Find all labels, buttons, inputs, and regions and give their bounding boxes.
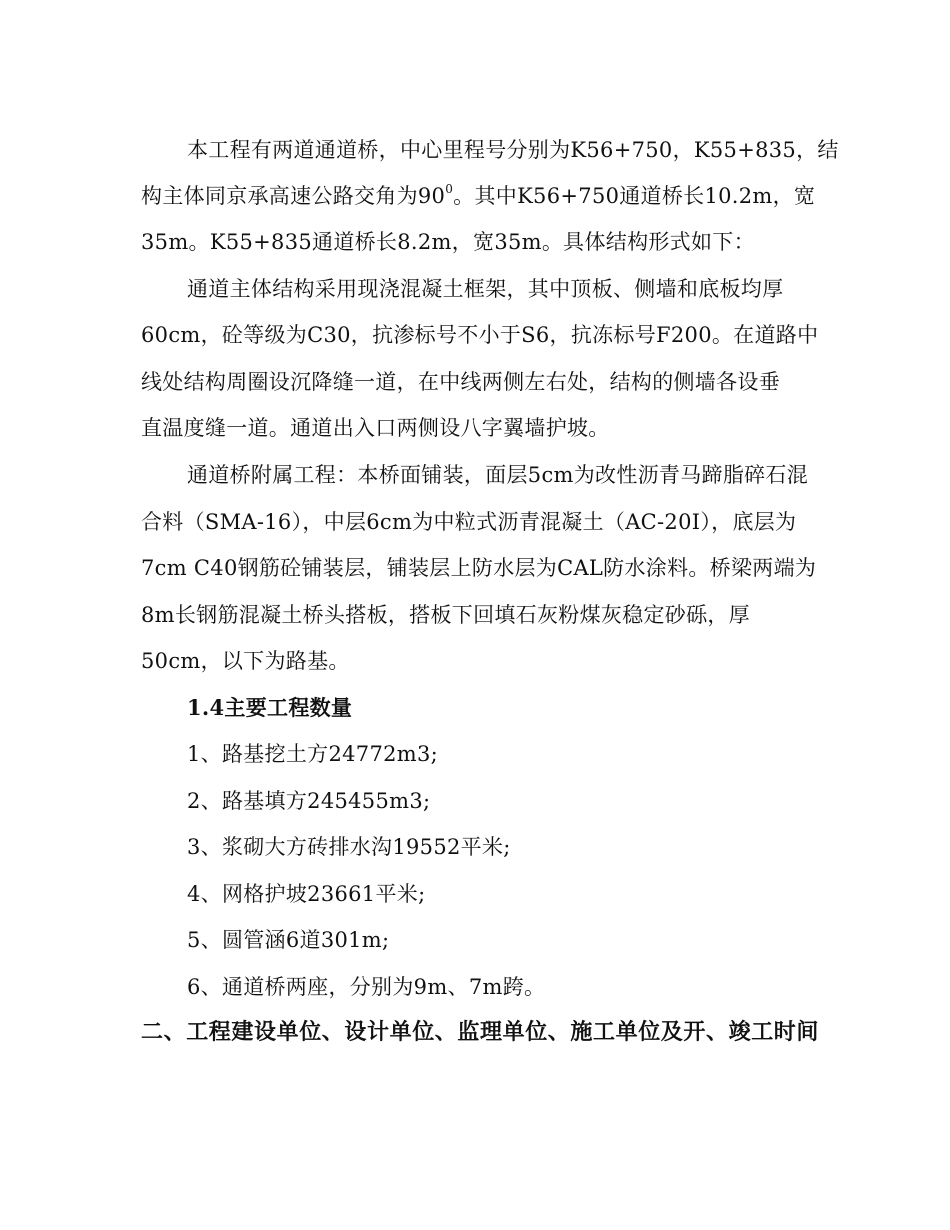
paragraph-1-line-2 [141,181,815,211]
paragraph-1-line-2-text: 构主体同京承高速公路交角为90 [141,184,446,208]
quantity-list-item: 3、浆砌大方砖排水沟19552平米; [187,835,511,859]
paragraph-2-line-3: 线处结构周圈设沉降缝一道，在中线两侧左右处，结构的侧墙各设垂 [141,370,780,394]
paragraph-1-line-2-text-end: 。其中K56+750通道桥长10.2m，宽 [453,184,816,208]
paragraph-3-line-3: 7cm C40钢筋砼铺装层，铺装层上防水层为CAL防水涂料。桥梁两端为 [141,556,817,580]
paragraph-1-line-3: 35m。K55+835通道桥长8.2m，宽35m。具体结构形式如下： [141,230,755,254]
quantity-list-item: 2、路基填方245455m3; [187,789,431,813]
paragraph-3-line-1: 通道桥附属工程：本桥面铺装，面层5cm为改性沥青马蹄脂碎石混 [187,463,809,487]
quantity-list-item: 4、网格护坡23661平米; [187,882,426,906]
paragraph-2-line-2: 60cm，砼等级为C30，抗渗标号不小于S6，抗冻标号F200。在道路中 [141,323,819,347]
quantity-list-item: 1、路基挖土方24772m3; [187,742,439,766]
paragraph-3-line-2: 合料（SMA-16），中层6cm为中粒式沥青混凝土（AC-20I），底层为 [141,510,797,534]
quantity-list-item: 5、圆管涵6道301m; [187,928,390,952]
section-1-4-heading: 1.4主要工程数量 [187,695,353,720]
paragraph-2-line-1: 通道主体结构采用现浇混凝土框架，其中顶板、侧墙和底板均厚 [187,277,784,301]
paragraph-3-line-5: 50cm，以下为路基。 [141,649,350,673]
degree-superscript: 0 [445,182,454,196]
paragraph-3-line-4: 8m长钢筋混凝土桥头搭板，搭板下回填石灰粉煤灰稳定砂砾，厚 [141,603,750,627]
quantity-list-item: 6、通道桥两座，分别为9m、7m跨。 [187,975,546,999]
paragraph-1-line-1: 本工程有两道通道桥，中心里程号分别为K56+750，K55+835，结 [187,138,839,162]
section-2-heading: 二、工程建设单位、设计单位、监理单位、施工单位及开、竣工时间 [141,1019,820,1045]
paragraph-2-line-4: 直温度缝一道。通道出入口两侧设八字翼墙护坡。 [141,416,610,440]
